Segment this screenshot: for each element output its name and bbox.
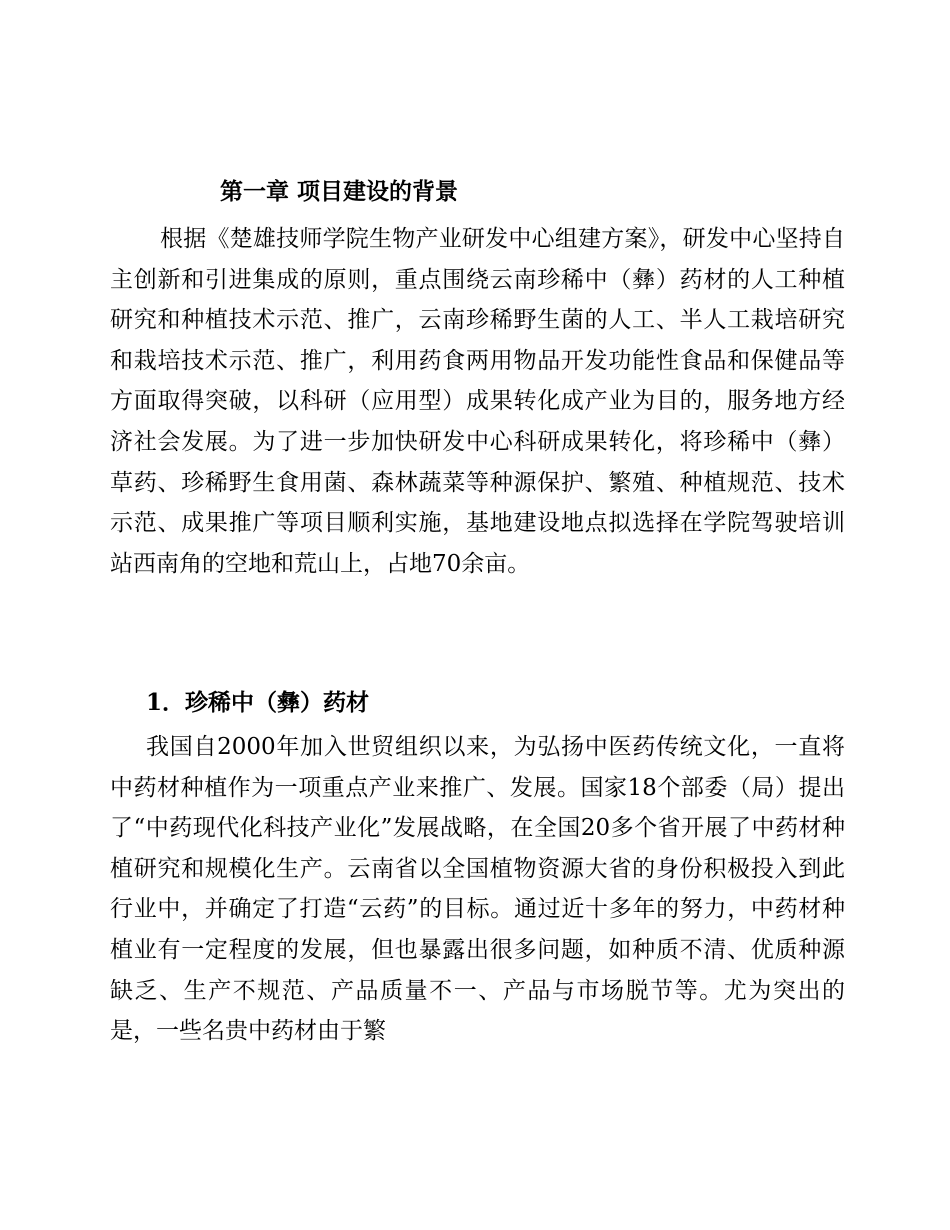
chapter-title: 第一章 项目建设的背景 [220, 178, 459, 205]
paragraph-background-overview: 根据《楚雄技师学院生物产业研发中心组建方案》，研发中心坚持自主创新和引进集成的原则，重点围绕云南珍稀中（彝）药材的人工种植研究和种植技术示范、推广，云南珍稀野生菌的人工、半人工栽培研究和栽培技术示范、推广，利用药食两用物品开发功能性食品和保健品等方面取得突破，以科研（应用型）成果转化成产业为目的，服务地方经济社会发展。为了进一步加快研发中心科研成果转化，将珍稀中（彝）草药、珍稀野生食用菌、森林蔬菜等种源保护、繁殖、种植规范、技术示范、成果推广等项目顺利实施，基地建设地点拟选择在学院驾驶培训站西南角的空地和荒山上，占地70余亩。 [110, 226, 845, 577]
section-heading-rare-medicinal-herbs: 1．珍稀中（彝）药材 [146, 689, 370, 716]
paragraph-medicinal-herbs-industry: 我国自2000年加入世贸组织以来，为弘扬中医药传统文化，一直将中药材种植作为一项重点产业来推广、发展。国家18个部委（局）提出了“中药现代化科技产业化”发展战略，在全国20多个省开展了中药材种植研究和规模化生产。云南省以全国植物资源大省的身份积极投入到此行业中，并确定了打造“云药”的目标。通过近十多年的努力，中药材种植业有一定程度的发展，但也暴露出很多问题，如种质不清、优质种源缺乏、生产不规范、产品质量不一、产品与市场脱节等。尤为突出的是，一些名贵中药材由于繁 [110, 734, 845, 1045]
